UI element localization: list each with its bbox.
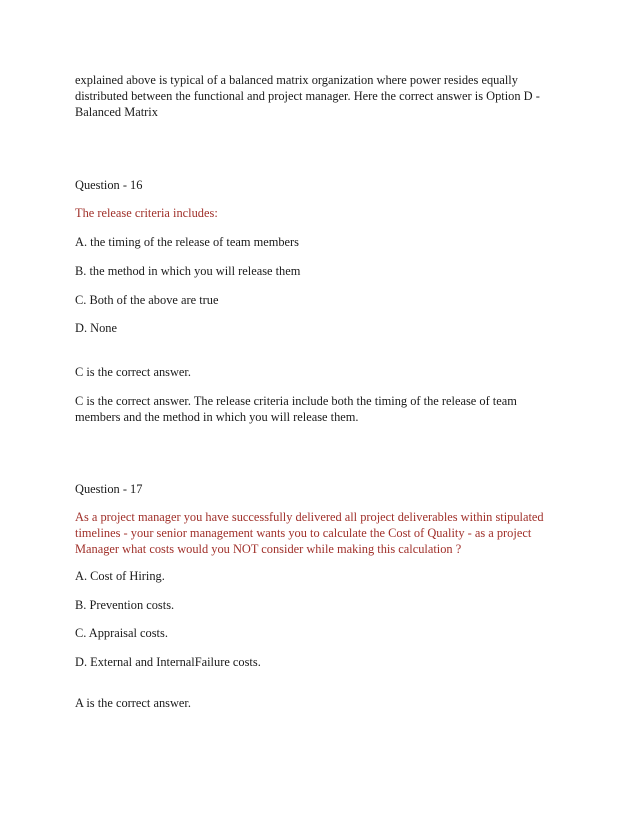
question-16-explanation-line-1: C is the correct answer. The release criteria include both the timing of the release of team — [75, 394, 517, 408]
question-17-text-line-3: Manager what costs would you NOT consider while making this calculation ? — [75, 542, 462, 556]
question-16-explanation-line-2: members and the method in which you will release them. — [75, 410, 359, 424]
question-17-option-b: B. Prevention costs. — [75, 598, 175, 612]
question-16-option-c: C. Both of the above are true — [75, 293, 219, 307]
intro-line-3: Balanced Matrix — [75, 105, 158, 119]
question-17-heading: Question - 17 — [75, 482, 143, 496]
question-17-text-line-1: As a project manager you have successfully delivered all project deliverables within stipulated — [75, 510, 544, 524]
intro-line-1: explained above is typical of a balanced matrix organization where power resides equally — [75, 73, 518, 87]
question-17-answer: A is the correct answer. — [75, 696, 191, 710]
question-17-option-a: A. Cost of Hiring. — [75, 569, 165, 583]
question-17-option-c: C. Appraisal costs. — [75, 626, 168, 640]
question-16-text: The release criteria includes: — [75, 206, 218, 220]
question-16-answer: C is the correct answer. — [75, 365, 191, 379]
question-16-option-d: D. None — [75, 321, 117, 335]
intro-line-2: distributed between the functional and project manager. Here the correct answer is Option D - — [75, 89, 540, 103]
question-17-text-line-2: timelines - your senior management wants you to calculate the Cost of Quality - as a project — [75, 526, 532, 540]
question-17-option-d: D. External and InternalFailure costs. — [75, 655, 261, 669]
question-16-option-a: A. the timing of the release of team members — [75, 235, 299, 249]
question-16-option-b: B. the method in which you will release them — [75, 264, 301, 278]
question-16-heading: Question - 16 — [75, 178, 143, 192]
